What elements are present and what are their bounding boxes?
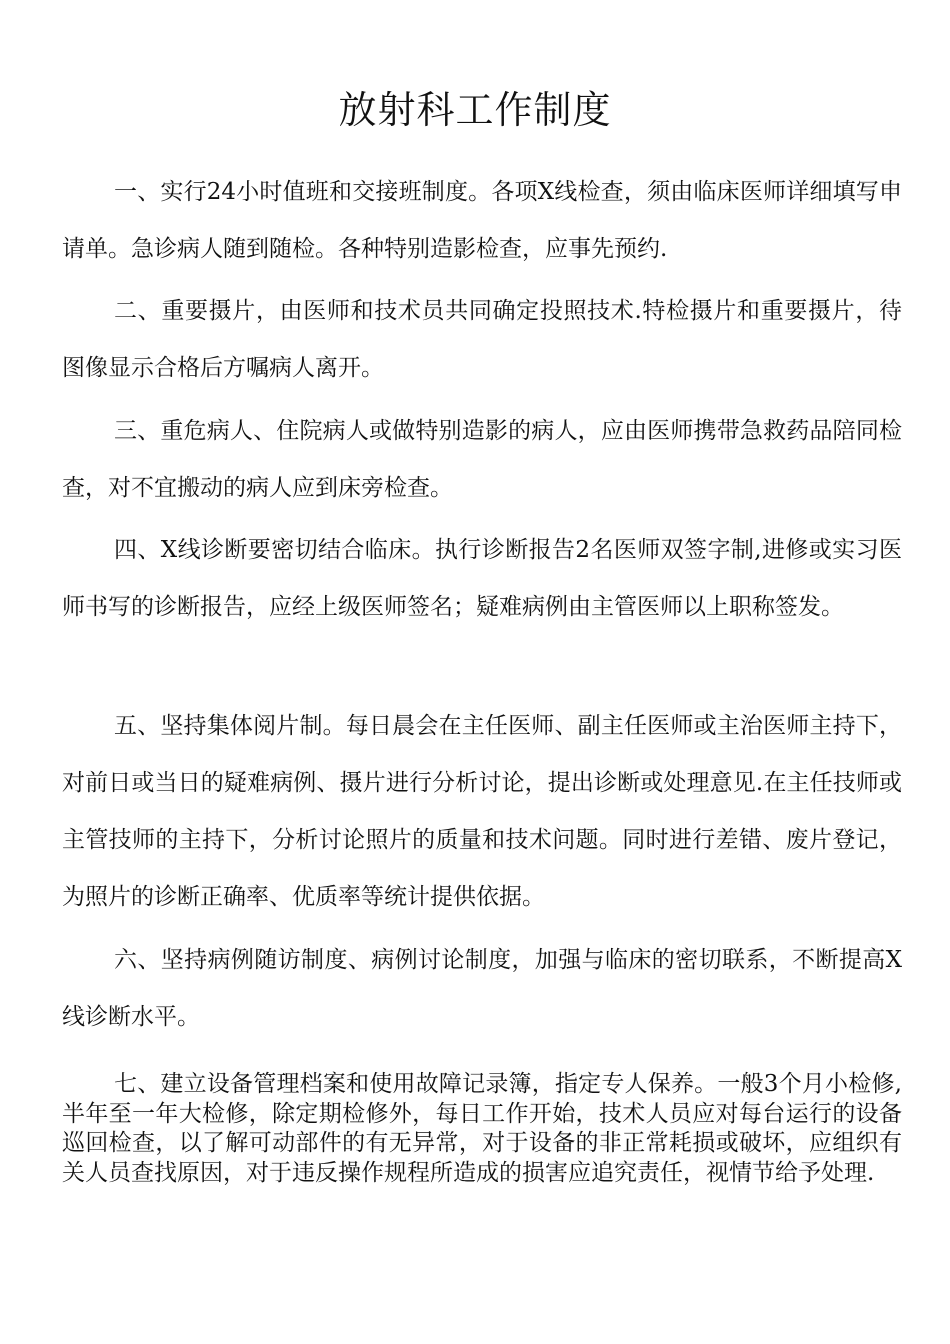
- paragraph-6: 六、坚持病例随访制度、病例讨论制度，加强与临床的密切联系，不断提高X线诊断水平。: [62, 947, 902, 1030]
- paragraph-3: 三、重危病人、住院病人或做特别造影的病人，应由医师携带急救药品陪同检查，对不宜搬动的病人应到床旁检查。: [62, 418, 902, 501]
- paragraph-5: 五、坚持集体阅片制。每日晨会在主任医师、副主任医师或主治医师主持下，对前日或当日的疑难病例、摄片进行分析讨论，提出诊断或处理意见.在主任技师或主管技师的主持下，分析讨论照片的质量和技术问题。同时进行差错、废片登记，为照片的诊断正确率、优质率等统计提供依据。: [62, 713, 902, 910]
- paragraph-4: 四、X线诊断要密切结合临床。执行诊断报告2名医师双签字制,进修或实习医师书写的诊断报告，应经上级医师签名；疑难病例由主管医师以上职称签发。: [62, 537, 902, 620]
- document-title: 放射科工作制度: [338, 88, 612, 132]
- paragraph-7: 七、建立设备管理档案和使用故障记录簿，指定专人保养。一般3个月小检修,半年至一年大检修，除定期检修外，每日工作开始，技术人员应对每台运行的设备巡回检查，以了解可动部件的有无异常，对于设备的非正常耗损或破坏，应组织有关人员查找原因，对于违反操作规程所造成的损害应追究责任，视情节给予处理.: [62, 1071, 902, 1186]
- paragraph-1: 一、实行24小时值班和交接班制度。各项X线检查，须由临床医师详细填写申请单。急诊病人随到随检。各种特别造影检查，应事先预约.: [62, 179, 902, 262]
- paragraph-2: 二、重要摄片，由医师和技术员共同确定投照技术.特检摄片和重要摄片，待图像显示合格后方嘱病人离开。: [62, 298, 902, 381]
